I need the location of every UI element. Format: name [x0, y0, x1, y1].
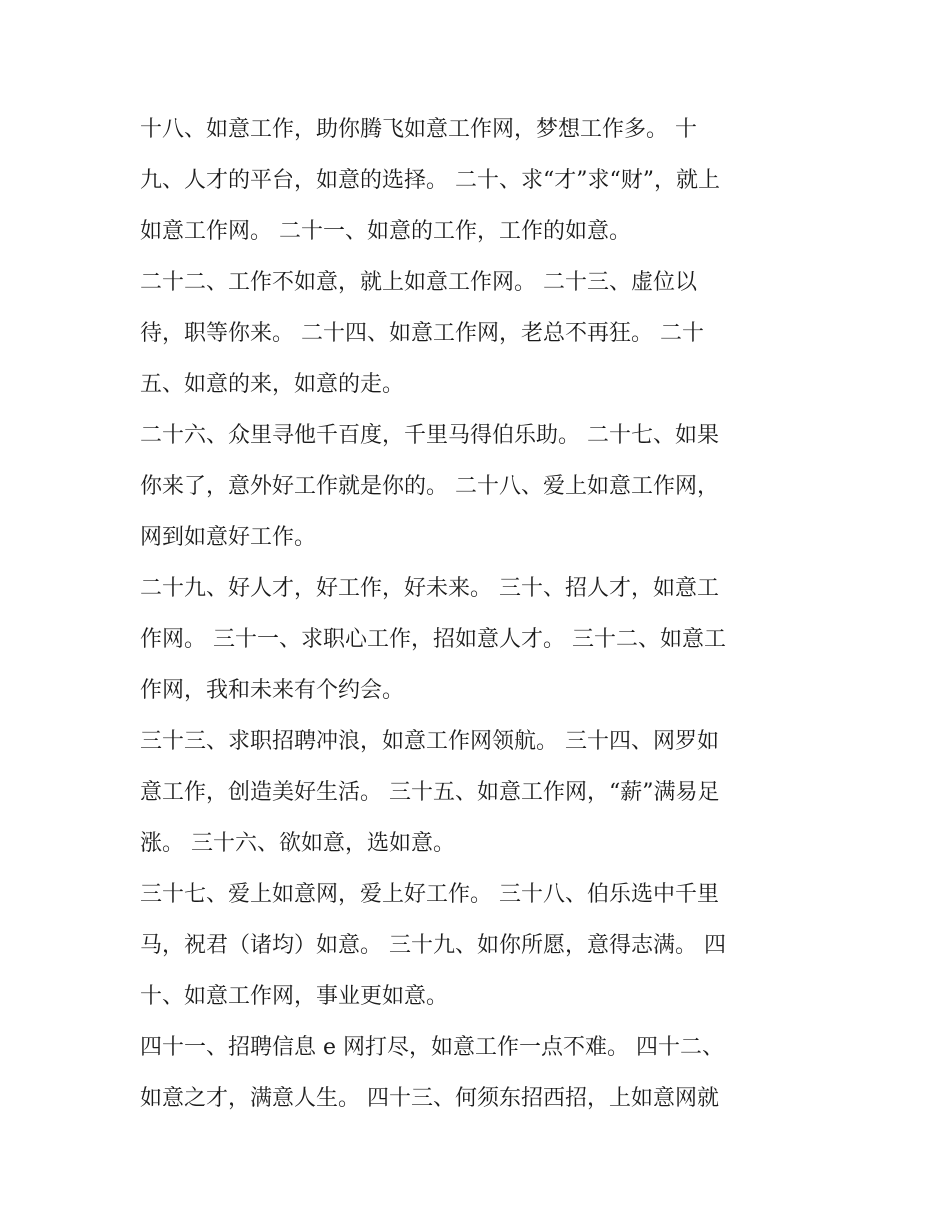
text-line: 作网，我和未来有个约会。 [140, 678, 405, 703]
text-line: 五、如意的来，如意的走。 [140, 372, 405, 397]
paragraph-1 [140, 104, 810, 257]
paragraph-6 [140, 869, 810, 1022]
text-line: 三十三、求职招聘冲浪，如意工作网领航。 三十四、网罗如 [140, 729, 719, 754]
text-line: 三十七、爱上如意网，爱上好工作。 三十八、伯乐选中千里 [140, 882, 719, 907]
paragraph-4 [140, 563, 810, 716]
text-line: 网到如意好工作。 [140, 525, 317, 550]
document-body [140, 104, 810, 1124]
text-line: 待，职等你来。 二十四、如意工作网，老总不再狂。 二十 [140, 321, 704, 346]
paragraph-3 [140, 410, 810, 563]
paragraph-2 [140, 257, 810, 410]
text-line: 作网。 三十一、求职心工作，招如意人才。 三十二、如意工 [140, 627, 726, 652]
text-line: 十、如意工作网，事业更如意。 [140, 984, 449, 1009]
text-line: 如意之才，满意人生。 四十三、何须东招西招，上如意网就 [140, 1086, 719, 1111]
text-line: 马，祝君（诸均）如意。 三十九、如你所愿，意得志满。 四 [140, 933, 726, 958]
text-line: 二十六、众里寻他千百度，千里马得伯乐助。 二十七、如果 [140, 423, 719, 448]
paragraph-5 [140, 716, 810, 869]
paragraph-7 [140, 1022, 810, 1124]
text-line: 二十二、工作不如意，就上如意工作网。 二十三、虚位以 [140, 270, 697, 295]
text-line: 二十九、好人才，好工作，好未来。 三十、招人才，如意工 [140, 576, 719, 601]
text-line: 九、人才的平台，如意的选择。 二十、求“才”求“财”，就上 [140, 168, 720, 193]
text-line: 你来了，意外好工作就是你的。 二十八、爱上如意工作网， [140, 474, 719, 499]
text-line: 十八、如意工作，助你腾飞如意工作网，梦想工作多。 十 [140, 117, 697, 142]
text-line: 涨。 三十六、欲如意，选如意。 [140, 831, 455, 856]
text-line: 意工作，创造美好生活。 三十五、如意工作网，“薪”满易足 [140, 780, 720, 805]
text-line: 如意工作网。 二十一、如意的工作，工作的如意。 [140, 219, 631, 244]
text-line: 四十一、招聘信息 e 网打尽，如意工作一点不难。 四十二、 [140, 1035, 725, 1060]
